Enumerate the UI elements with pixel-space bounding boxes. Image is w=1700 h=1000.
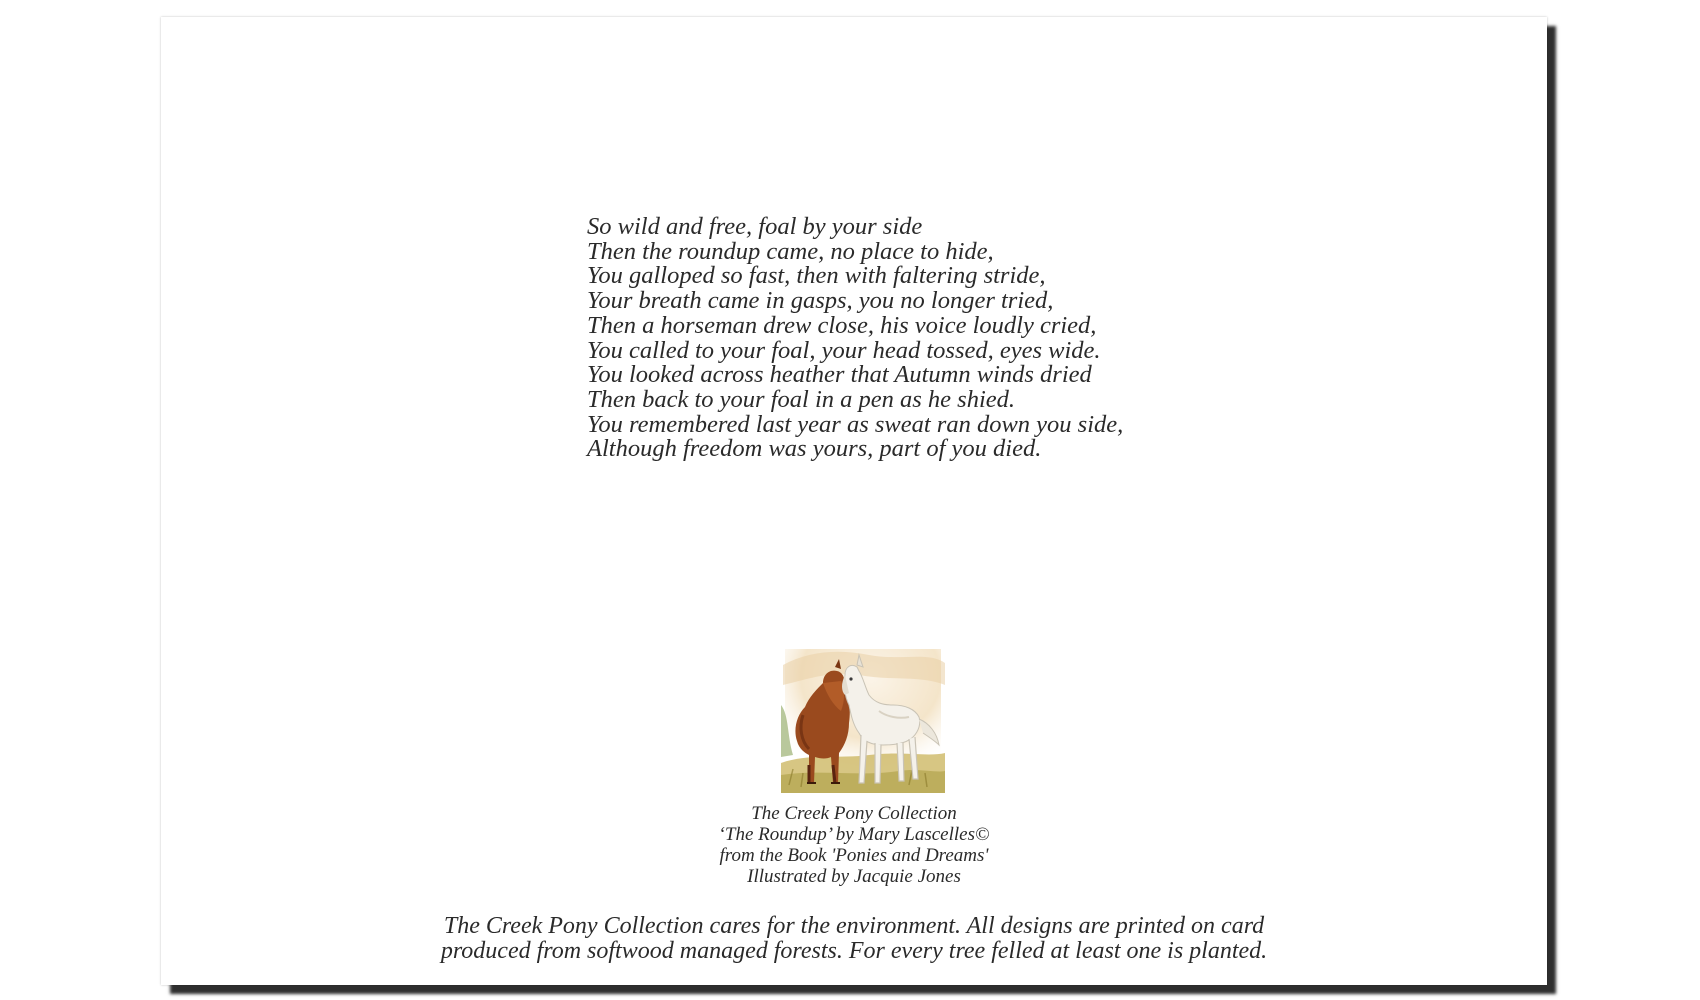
illustrator-credit: Illustrated by Jacquie Jones — [747, 866, 961, 887]
two-ponies-watercolour-icon — [779, 645, 947, 795]
poem-line: You galloped so fast, then with faltering stride, — [587, 262, 1046, 290]
poem-line: Then a horseman drew close, his voice loudly cried, — [587, 311, 1097, 339]
poem-text — [587, 215, 1123, 462]
poem-line: So wild and free, foal by your side — [587, 213, 923, 240]
collection-name: The Creek Pony Collection — [751, 803, 957, 824]
poem-line: Then back to your foal in a pen as he shied. — [587, 385, 1016, 413]
poem-line: You remembered last year as sweat ran down you side, — [587, 410, 1124, 438]
greeting-card-back — [161, 17, 1547, 985]
environment-statement — [311, 914, 1397, 963]
poem-line: You looked across heather that Autumn winds dried — [587, 361, 1092, 389]
poem-line: Although freedom was yours, part of you died. — [587, 435, 1042, 463]
environment-line: The Creek Pony Collection cares for the environment. All designs are printed on card — [443, 913, 1265, 939]
poem-line: You called to your foal, your head tossed, eyes wide. — [587, 336, 1101, 364]
environment-line: produced from softwood managed forests. For every tree felled at least one is planted. — [440, 937, 1268, 964]
book-source: from the Book 'Ponies and Dreams' — [719, 845, 989, 866]
poem-line: Then the roundup came, no place to hide, — [587, 237, 994, 265]
poem-title-author: ‘The Roundup’ by Mary Lascelles© — [718, 824, 990, 845]
credits-block — [461, 803, 1247, 887]
poem-line: Your breath came in gasps, you no longer tried, — [587, 287, 1054, 315]
